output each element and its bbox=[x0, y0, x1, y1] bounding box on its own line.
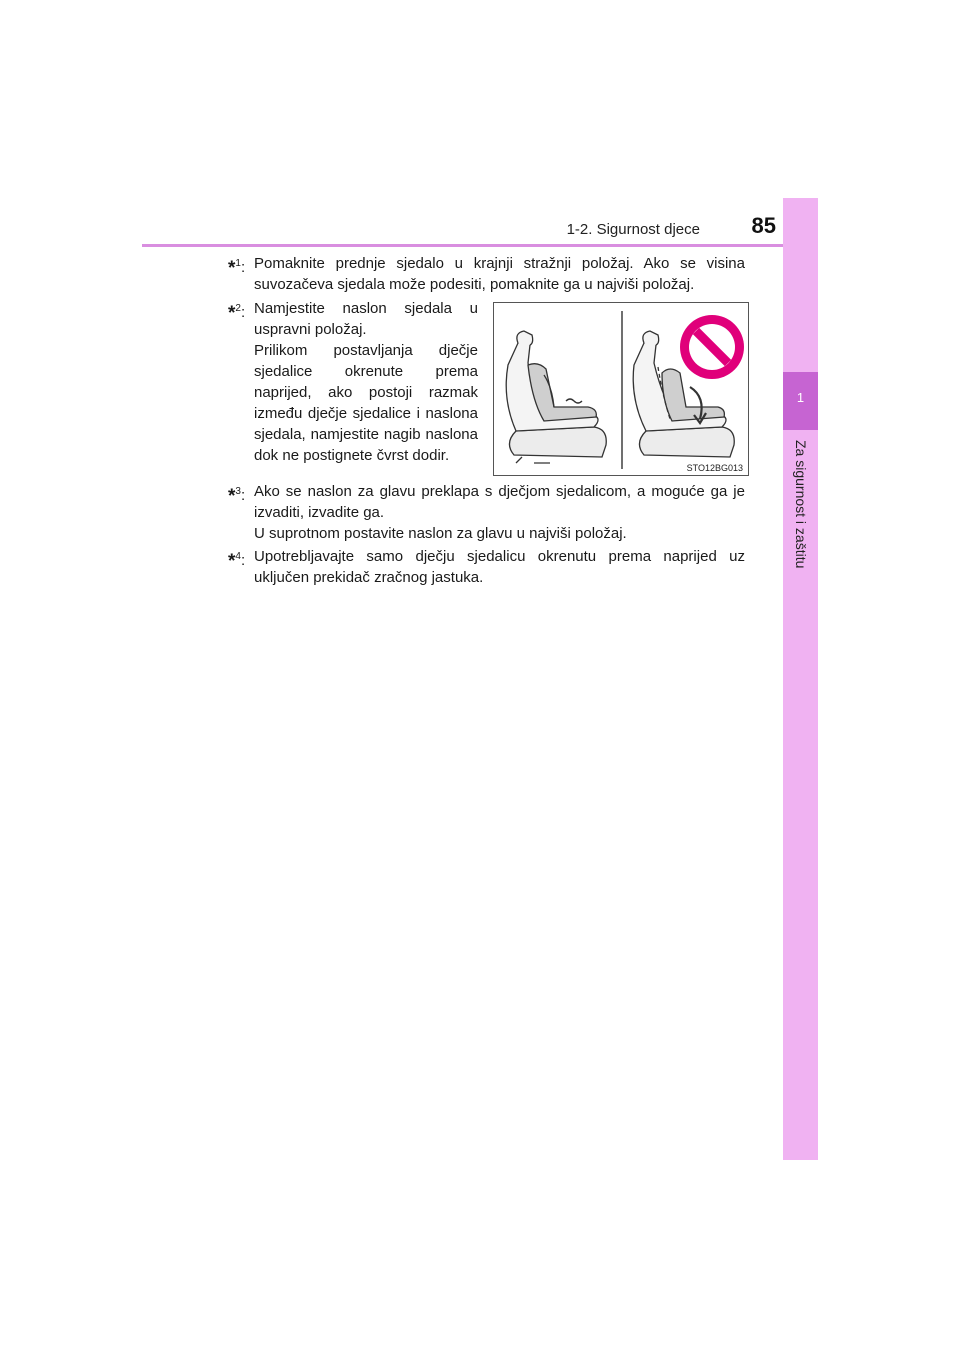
footnote-marker: *$^2$: bbox=[228, 303, 246, 324]
child-seat-illustration bbox=[494, 303, 748, 475]
footnote-2 bbox=[228, 298, 478, 466]
footnote-marker: *$^1$: bbox=[228, 258, 246, 279]
child-seat-correct-icon bbox=[506, 331, 606, 463]
footnote-text: Prilikom postavljanja dječje sjedalice okrenute prema naprijed, ako postoji razmak između dječje sjedalice i naslona sjedala, namjestite nagib naslona dok ne postignete čvrst dodir. bbox=[254, 342, 478, 464]
footnote-3 bbox=[228, 481, 745, 544]
chapter-number: 1 bbox=[796, 390, 805, 405]
footnote-text: Ako se naslon za glavu preklapa s dječjom sjedalicom, a moguće ga je izvaditi, izvadite ga. bbox=[254, 483, 745, 521]
section-title: 1-2. Sigurnost djece bbox=[566, 221, 700, 238]
footnote-marker: *$^3$: bbox=[228, 486, 246, 507]
footnote-text: U suprotnom postavite naslon za glavu u najviši položaj. bbox=[254, 525, 627, 542]
child-seat-figure bbox=[493, 302, 749, 476]
prohibited-icon bbox=[680, 315, 744, 379]
footnote-text: Pomaknite prednje sjedalo u krajnji stražnji položaj. Ako se visina suvozačeva sjedala može podesiti, pomaknite ga u najviši položaj. bbox=[254, 255, 745, 293]
header-rule bbox=[142, 244, 818, 247]
footnote-1 bbox=[228, 253, 745, 295]
footnote-marker: *$^4$: bbox=[228, 551, 246, 572]
footnote-4 bbox=[228, 546, 745, 588]
footnote-text: Namjestite naslon sjedala u uspravni položaj. bbox=[254, 300, 478, 338]
chapter-side-tab bbox=[783, 198, 818, 1160]
footnote-text: Upotrebljavajte samo dječju sjedalicu okrenutu prema naprijed uz uključen prekidač zračnog jastuka. bbox=[254, 548, 745, 586]
chapter-title: Za sigurnost i zaštitu bbox=[793, 440, 809, 569]
figure-code: STO12BG013 bbox=[686, 463, 743, 473]
page-number: 85 bbox=[751, 213, 776, 238]
